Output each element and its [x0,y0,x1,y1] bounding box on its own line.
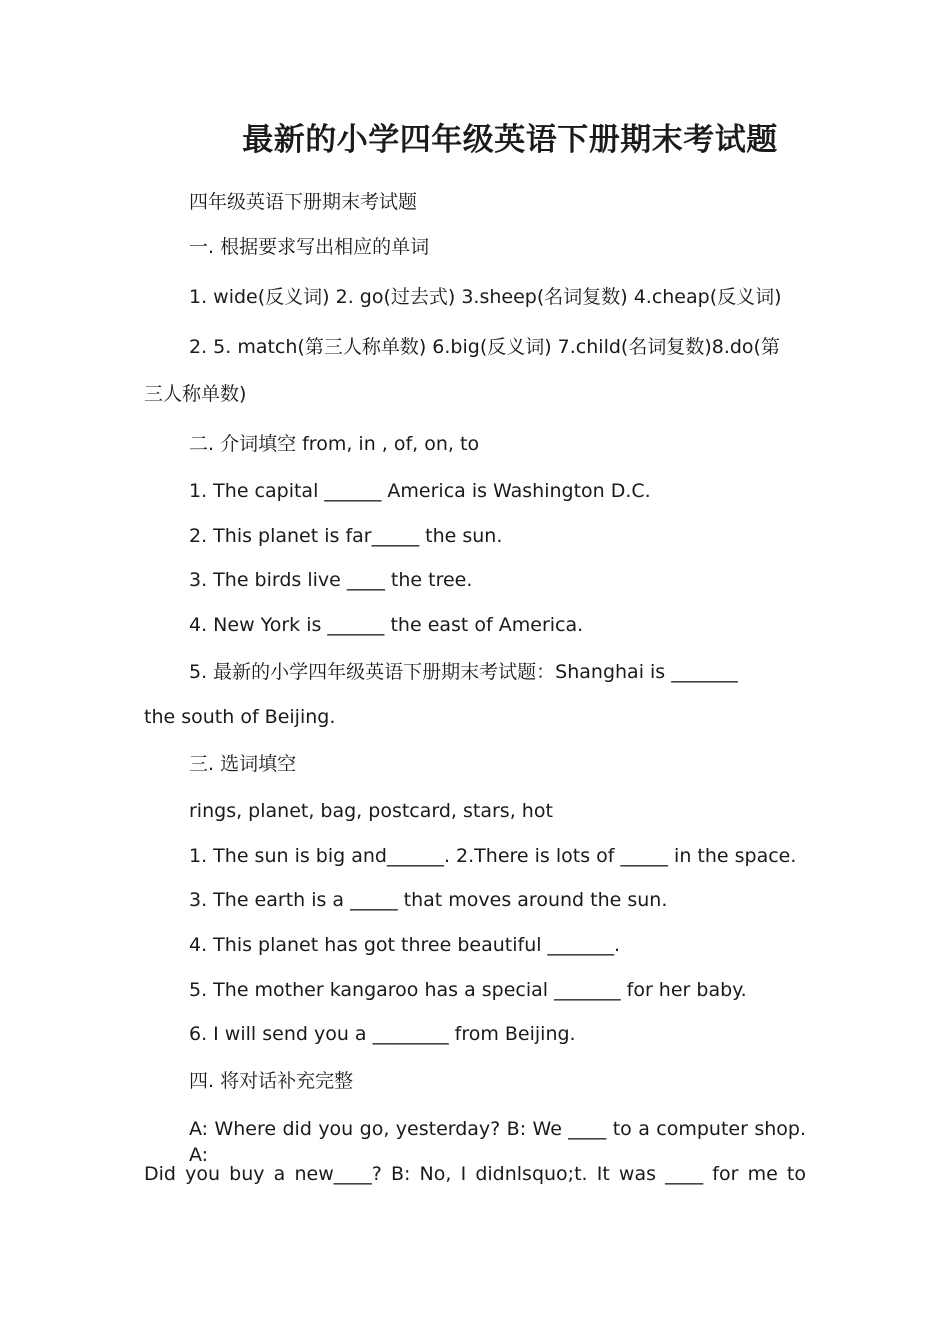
section-heading-3: 三. 选词填空 [189,753,297,775]
question-line-continued: 三人称单数) [144,383,247,405]
section-heading-2: 二. 介词填空 from, in , of, on, to [189,433,480,455]
question-line: 5. The mother kangaroo has a special _______ for her baby. [189,979,747,1001]
question-line: 1. The sun is big and______. 2.There is lots of _____ in the space. [189,845,797,867]
word-bank: rings, planet, bag, postcard, stars, hot [189,800,553,822]
question-line: 5. 最新的小学四年级英语下册期末考试题：Shanghai is _______ [189,661,738,683]
question-line: 4. New York is ______ the east of America. [189,614,584,636]
question-line: 2. This planet is far_____ the sun. [189,525,503,547]
dialogue-line: A: Where did you go, yesterday? B: We ____ to a computer shop. A: [189,1118,806,1166]
question-line: 6. I will send you a ________ from Beijing. [189,1023,576,1045]
dialogue-line: Did you buy a new____? B: No, I didnlsquo;t. It was ____ for me to [144,1163,806,1185]
question-line: 2. 5. match(第三人称单数) 6.big(反义词) 7.child(名词复数)8.do(第 [189,336,780,358]
question-line: 1. wide(反义词) 2. go(过去式) 3.sheep(名词复数) 4.cheap(反义词) [189,286,782,308]
subtitle-line: 四年级英语下册期末考试题 [189,191,418,213]
question-line: 3. The birds live ____ the tree. [189,569,473,591]
question-line-continued: the south of Beijing. [144,706,336,728]
section-heading-1: 一. 根据要求写出相应的单词 [189,236,430,258]
question-line: 3. The earth is a _____ that moves around the sun. [189,889,668,911]
question-line: 1. The capital ______ America is Washington D.C. [189,480,651,502]
question-line: 4. This planet has got three beautiful _______. [189,934,621,956]
document-title: 最新的小学四年级英语下册期末考试题 [242,122,778,158]
section-heading-4: 四. 将对话补充完整 [189,1070,354,1092]
